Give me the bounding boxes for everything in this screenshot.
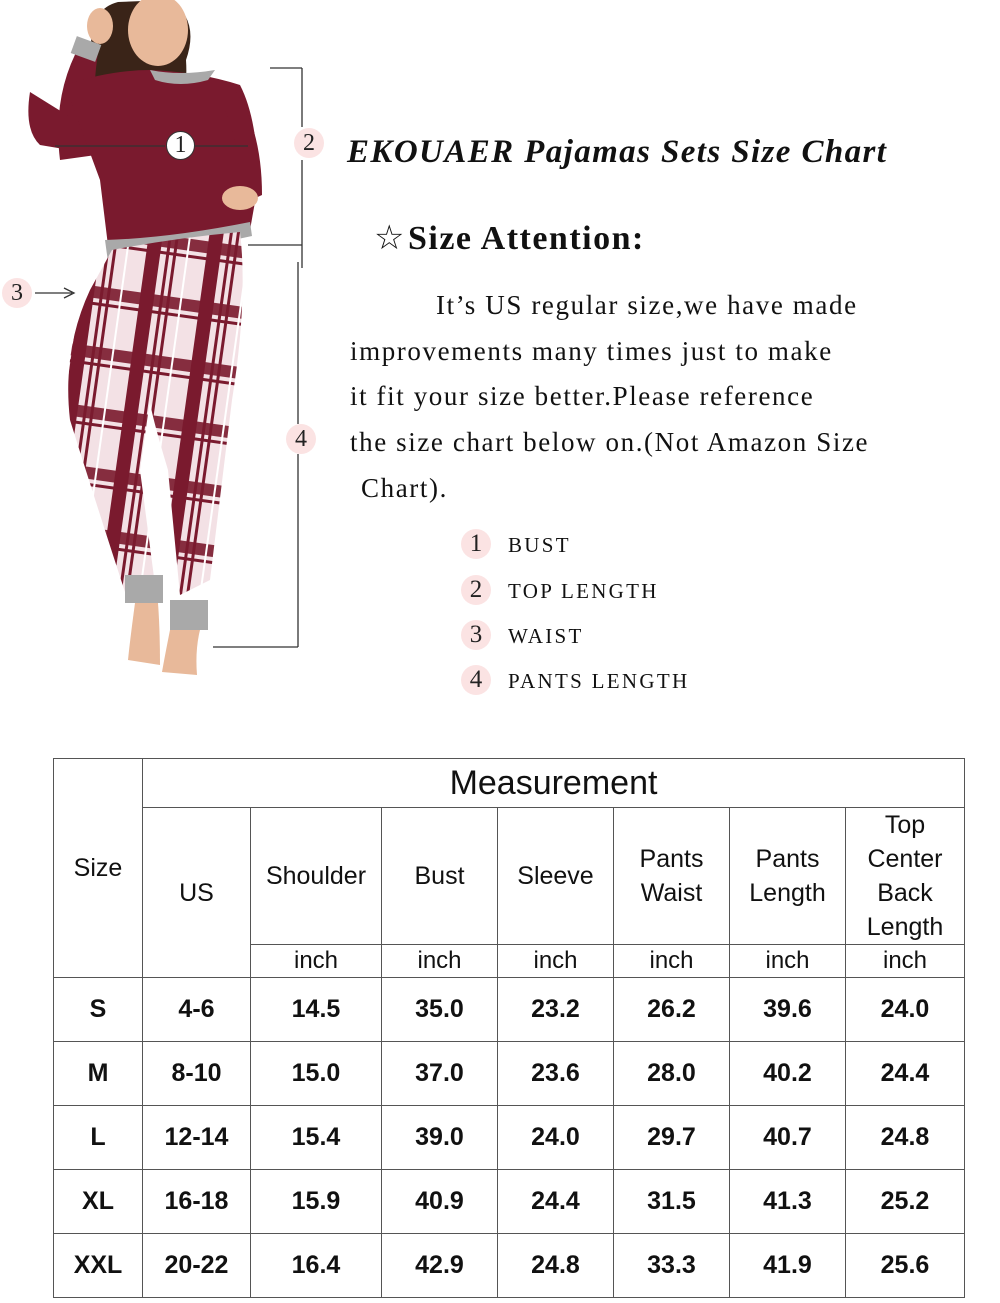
- sleeve-cell: 24.8: [498, 1234, 614, 1298]
- attention-line: Chart).: [361, 473, 448, 503]
- shoulder-cell: 16.4: [251, 1234, 382, 1298]
- legend-number: 3: [461, 620, 491, 650]
- bust-cell: 39.0: [382, 1106, 498, 1170]
- pants-waist-cell: 31.5: [614, 1170, 730, 1234]
- header-measurement: Measurement: [143, 759, 965, 808]
- us-cell: 4-6: [143, 978, 251, 1042]
- header-top-center-back-length: Top Center Back Length: [846, 808, 965, 945]
- header-shoulder: Shoulder: [251, 808, 382, 945]
- us-cell: 16-18: [143, 1170, 251, 1234]
- attention-line: the size chart below on.(Not Amazon Size: [350, 427, 870, 457]
- legend-label: BUST: [508, 533, 571, 557]
- us-cell: 12-14: [143, 1106, 251, 1170]
- legend-label: TOP LENGTH: [508, 579, 659, 603]
- unit-label: inch: [730, 945, 846, 978]
- pants-waist-cell: 28.0: [614, 1042, 730, 1106]
- pants-length-cell: 41.3: [730, 1170, 846, 1234]
- back-length-cell: 25.2: [846, 1170, 965, 1234]
- size-cell: XXL: [54, 1234, 143, 1298]
- size-chart-table: [53, 758, 965, 1298]
- page-title: EKOUAER Pajamas Sets Size Chart: [347, 134, 888, 170]
- size-cell: M: [54, 1042, 143, 1106]
- marker-pants-length: 4: [286, 424, 316, 454]
- legend-number: 4: [461, 665, 491, 695]
- shoulder-cell: 15.9: [251, 1170, 382, 1234]
- header-us: US: [143, 808, 251, 978]
- size-cell: L: [54, 1106, 143, 1170]
- pants-length-cell: 39.6: [730, 978, 846, 1042]
- pants-waist-cell: 29.7: [614, 1106, 730, 1170]
- pants-waist-cell: 26.2: [614, 978, 730, 1042]
- marker-top-length: 2: [294, 128, 324, 158]
- size-attention-heading: [374, 218, 645, 258]
- unit-label: inch: [382, 945, 498, 978]
- legend-number: 2: [461, 575, 491, 605]
- back-length-cell: 25.6: [846, 1234, 965, 1298]
- header-pants-waist: Pants Waist: [614, 808, 730, 945]
- legend-label: PANTS LENGTH: [508, 669, 690, 693]
- legend-label: WAIST: [508, 624, 584, 648]
- pants-length-cell: 41.9: [730, 1234, 846, 1298]
- header-sleeve: Sleeve: [498, 808, 614, 945]
- header-pants-length: Pants Length: [730, 808, 846, 945]
- bust-cell: 40.9: [382, 1170, 498, 1234]
- table-row: [54, 978, 965, 1042]
- unit-label: inch: [498, 945, 614, 978]
- bust-cell: 35.0: [382, 978, 498, 1042]
- sleeve-cell: 23.6: [498, 1042, 614, 1106]
- attention-line: It’s US regular size,we have made: [436, 290, 858, 320]
- model-illustration: [0, 0, 330, 690]
- back-length-cell: 24.4: [846, 1042, 965, 1106]
- attention-line: improvements many times just to make: [350, 336, 833, 366]
- size-cell: S: [54, 978, 143, 1042]
- marker-waist: 3: [2, 278, 32, 308]
- bust-cell: 37.0: [382, 1042, 498, 1106]
- legend-number: 1: [461, 529, 491, 559]
- sleeve-cell: 24.4: [498, 1170, 614, 1234]
- back-length-cell: 24.8: [846, 1106, 965, 1170]
- back-length-cell: 24.0: [846, 978, 965, 1042]
- us-cell: 20-22: [143, 1234, 251, 1298]
- unit-label: inch: [251, 945, 382, 978]
- attention-line: it fit your size better.Please reference: [350, 381, 815, 411]
- unit-label: inch: [614, 945, 730, 978]
- shoulder-cell: 15.4: [251, 1106, 382, 1170]
- table-row: [54, 1106, 965, 1170]
- shoulder-cell: 15.0: [251, 1042, 382, 1106]
- unit-label: inch: [846, 945, 965, 978]
- shoulder-cell: 14.5: [251, 978, 382, 1042]
- table-row: [54, 1234, 965, 1298]
- us-cell: 8-10: [143, 1042, 251, 1106]
- header-bust: Bust: [382, 808, 498, 945]
- sleeve-cell: 24.0: [498, 1106, 614, 1170]
- header-size: Size: [54, 759, 143, 978]
- table-row: [54, 1042, 965, 1106]
- table-row: [54, 1170, 965, 1234]
- size-cell: XL: [54, 1170, 143, 1234]
- marker-bust: 1: [166, 131, 195, 160]
- pants-waist-cell: 33.3: [614, 1234, 730, 1298]
- sleeve-cell: 23.2: [498, 978, 614, 1042]
- pants-length-cell: 40.2: [730, 1042, 846, 1106]
- pants-length-cell: 40.7: [730, 1106, 846, 1170]
- bust-cell: 42.9: [382, 1234, 498, 1298]
- pajama-pants: [68, 232, 242, 595]
- attention-heading-text: Size Attention:: [407, 220, 645, 257]
- star-icon: ☆: [374, 220, 406, 257]
